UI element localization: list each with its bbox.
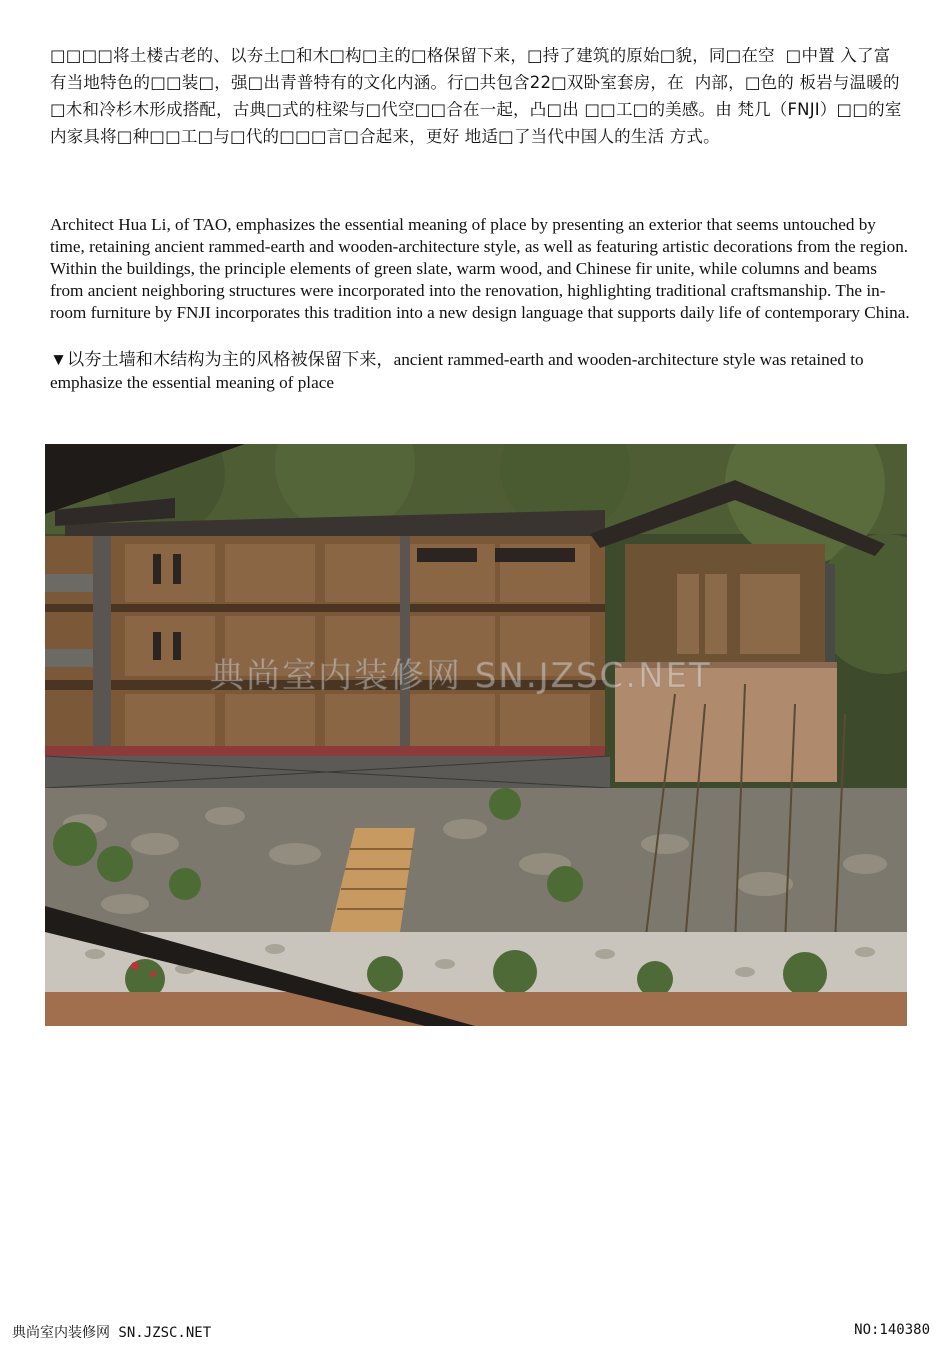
building-exterior-photo	[45, 444, 907, 1026]
chinese-description-paragraph: □□□□将土楼古老的、以夯土□和木□构□主的□格保留下来，□持了建筑的原始□貌，同□在空 □中置 入了富有当地特色的□□装□，强□出青普特有的文化内涵。行□共包含22□双卧室套房，在 内部，□色的 板岩与温暖的□木和冷杉木形成搭配，古典□式的柱梁与□代空□□合在一起，凸□出 □□工□的美感。由 梵几（FNJI）□□的室内家具将□种□□工□与□代的□□□言□合起来，更好 地适□了当代中国人的生活 方式。	[50, 46, 902, 146]
footer-site-name: 典尚室内装修网 SN.JZSC.NET	[12, 1325, 212, 1341]
photo-watermark: 典尚室内装修网 SN.JZSC.NET	[210, 656, 712, 696]
footer-document-number: NO:140380	[854, 1322, 930, 1338]
photo-caption: ▼以夯土墙和木结构为主的风格被保留下来，ancient rammed-earth and wooden-architecture style was retained to emphasize the essential meaning of place	[50, 350, 864, 392]
english-description-paragraph: Architect Hua Li, of TAO, emphasizes the essential meaning of place by presenting an exterior that seems untouched by time, retaining ancient rammed-earth and wooden-architecture style, as well as featuring artistic decorations from the region. Within the buildings, the principle elements of green slate, warm wood, and Chinese fir unite, while columns and beams from ancient neighboring structures were incorporated into the renovation, highlighting traditional craftsmanship. The in-room furniture by FNJI incorporates this tradition into a new design language that supports daily life of contemporary China.	[50, 215, 910, 322]
